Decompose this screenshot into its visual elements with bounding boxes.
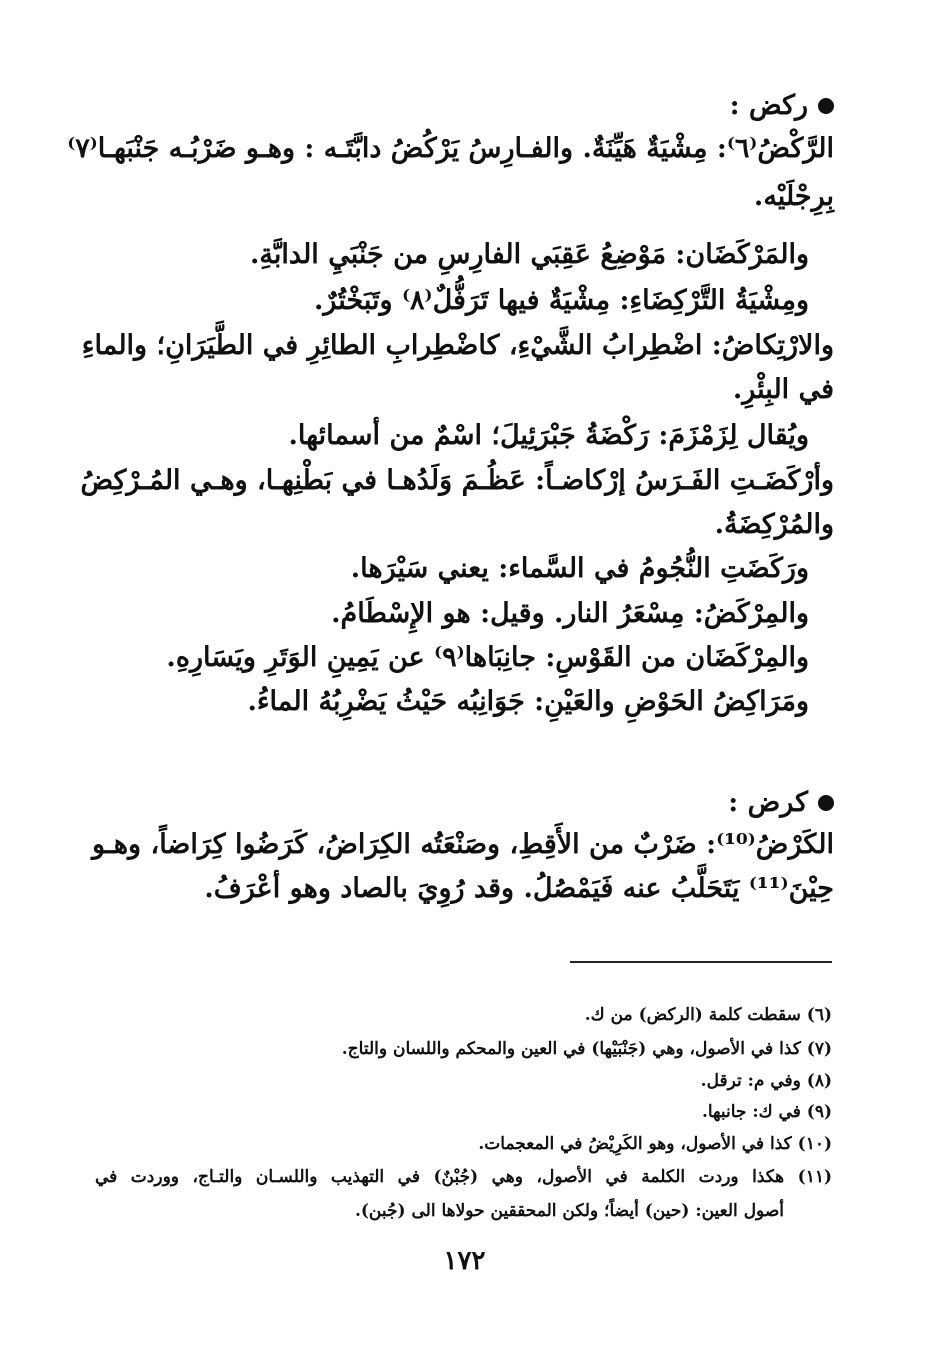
entry-heading-text: كرض : bbox=[728, 787, 808, 818]
page-number: ١٧٢ bbox=[443, 1246, 486, 1276]
text-line: والمِرْكَضَان من القَوْسِ: جانِبَاها⁽٩⁾ عن يَمِينِ الوَتَرِ ويَسَارِهِ. bbox=[166, 642, 809, 673]
footnote: (١٠) كذا في الأصول، وهو الكَرِيْضُ في المعجمات. bbox=[478, 1134, 832, 1154]
entry-heading-text: ركض : bbox=[729, 90, 808, 121]
text-line: والمِرْكَضُ: مِسْعَرُ النار. وقيل: هو الإِسْطَامُ. bbox=[331, 598, 809, 629]
footnote: (٦) سقطت كلمة (الركض) من ك. bbox=[584, 1005, 832, 1025]
footnote: (٨) وفي م: ترقل. bbox=[700, 1071, 832, 1091]
text-line: الرَّكْضُ⁽٦⁾: مِشْيَةٌ هَيِّنَةٌ. والفـارِسُ يَرْكُضُ دابَّتَـه : وهـو ضَرْبُـه جَنْبَهـا⁽٧⁾ bbox=[67, 133, 834, 164]
footnote: (٧) كذا في الأصول، وهي (جَنْبَيْها) في العين والمحكم واللسان والتاج. bbox=[341, 1039, 832, 1059]
entry-heading-kard bbox=[728, 787, 834, 818]
text-line: ورَكَضَتِ النُّجُومُ في السَّماء: يعني سَيْرَها. bbox=[350, 553, 809, 584]
text-line: في البِئْرِ. bbox=[732, 374, 834, 405]
text-line: ومَرَاكِضُ الحَوْضِ والعَيْنِ: جَوَانِبُه حَيْثُ يَضْرِبُهُ الماءُ. bbox=[247, 686, 809, 717]
entry-heading-rakd bbox=[730, 90, 834, 121]
footnote-continuation: أصول العين: (حين) أيضاً؛ ولكن المحققين حولاها الى (جُبن). bbox=[354, 1201, 784, 1221]
text-line: ومِشْيَةُ التَّرْكِضَاءِ: مِشْيَةٌ فيها تَرَفُّلٌ⁽٨⁾ وتَبَخْتُرٌ. bbox=[314, 285, 809, 316]
text-line: حِيْنَ⁽¹¹⁾ يَتَحَلَّبُ عنه فَيَمْصُلُ. وقد رُوِيَ بالصاد وهو أعْرَفُ. bbox=[204, 873, 834, 904]
text-line: ويُقال لِزَمْزَمَ: رَكْضَةُ جَبْرَئِيلَ؛ اسْمٌ من أسمائها. bbox=[288, 420, 809, 451]
text-line: والمُرْكِضَةُ. bbox=[714, 509, 834, 540]
text-line: والمَرْكَضَان: مَوْضِعُ عَقِبَي الفارِسِ من جَنْبَيِ الدابَّةِ. bbox=[250, 239, 809, 270]
text-line: وأرْكَضَـتِ الفَـرَسُ إرْكاضـاً: عَظُـمَ وَلَدُهـا في بَطْنِهـا، وهـي المُـرْكِضُ bbox=[80, 465, 834, 496]
text-line: الكَرْضُ⁽¹⁰⁾: ضَرْبٌ من الأَقِطِ، وصَنْعَتُه الكِرَاضُ، كَرَضُوا كِرَاضاً، وهـو bbox=[91, 829, 834, 860]
footnote-separator bbox=[570, 961, 832, 963]
footnote: (١١) هكذا وردت الكلمة في الأصول، وهي (جُبْنٌ) في التهذيب واللسـان والتـاج، ووردت في bbox=[95, 1167, 832, 1187]
bullet-icon bbox=[818, 98, 834, 114]
footnote: (٩) في ك: جانبها. bbox=[701, 1102, 832, 1122]
text-line: بِرِجْلَيْه. bbox=[753, 181, 834, 212]
text-line: والارْتِكاضُ: اضْطِرابُ الشَّيْءِ، كاضْطِرابِ الطائِرِ في الطَّيَرَانِ؛ والماءِ bbox=[81, 330, 834, 361]
bullet-icon bbox=[818, 795, 834, 811]
